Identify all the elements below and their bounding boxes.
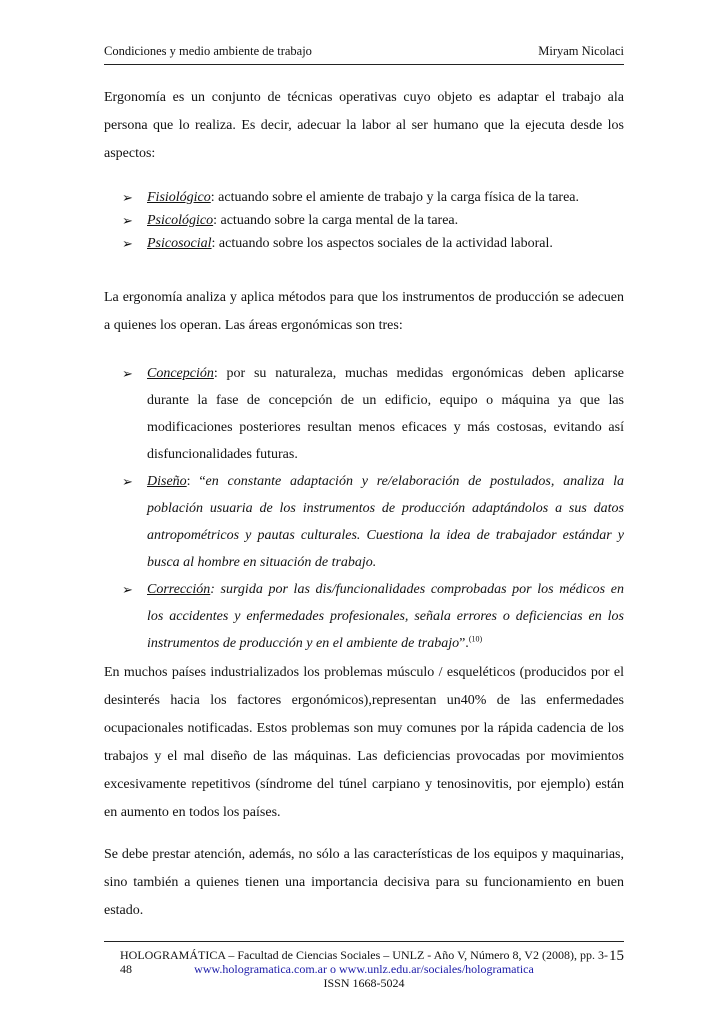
term-diseno: Diseño — [147, 474, 187, 489]
bullet-arrow-icon: ➢ — [122, 474, 133, 489]
bullet-arrow-icon: ➢ — [122, 582, 133, 597]
page-footer — [104, 941, 624, 988]
footer-links — [104, 962, 624, 976]
paragraph-prestar-atencion: Se debe prestar atención, además, no sólo a las características de los equipos y maquinarias, sino también a quienes tienen una importancia decisiva para su funcionamiento en buen estado. — [104, 847, 624, 918]
page-header — [104, 44, 624, 65]
bullet-arrow-icon: ➢ — [122, 213, 133, 228]
bullet-arrow-icon: ➢ — [122, 190, 133, 205]
paragraph-ergonomia-analiza: La ergonomía analiza y aplica métodos para que los instrumentos de producción se adecuen a quienes los operan. Las áreas ergonómicas son tres: — [104, 290, 624, 333]
footnote-reference: (10) — [468, 634, 483, 644]
aspect-text: : actuando sobre la carga mental de la tarea. — [213, 213, 459, 228]
area-text: : por su naturaleza, muchas medidas ergonómicas deben aplicarse durante la fase de concepción de un edificio, equipo o máquina ya que las modificaciones posteriores resultan menos eficaces y más costosas, evitando así disfuncionalidades futuras. — [147, 366, 624, 462]
header-title: Condiciones y medio ambiente de trabajo — [104, 44, 312, 58]
area-quote: en constante adaptación y re/elaboración de postulados, analiza la población usuaria de los instrumentos de producción adaptándolos a sus datos antropométricos y pautas culturales. Cuestiona la idea de trabajador estándar y busca al hombre en situación de trabajo. — [147, 474, 624, 570]
bullet-arrow-icon: ➢ — [122, 366, 133, 381]
link-unlz[interactable]: www.unlz.edu.ar/sociales/hologramatica — [339, 962, 534, 976]
header-author: Miryam Nicolaci — [538, 44, 624, 58]
paragraph-problemas-musculo: En muchos países industrializados los problemas músculo / esqueléticos (producidos por el desinterés hacia los factores ergonómicos),representan un40% de las enfermedades ocupacionales notificadas. Estos problemas son muy comunes por la rápida cadencia de los trabajos y el mal diseño de las máquinas. Las deficiencias provocadas por movimientos excesivamente repetitivos (síndrome del túnel carpiano y tenosinovitis, por ejemplo) están en aumento en todos los países. — [104, 665, 624, 820]
list-item-concepcion — [122, 360, 624, 468]
list-item-diseno — [122, 468, 624, 576]
list-item-fisiologico — [122, 186, 624, 209]
bullet-arrow-icon: ➢ — [122, 236, 133, 251]
footer-issn: ISSN 1668-5024 — [323, 976, 405, 990]
page-number: 15 — [609, 948, 624, 964]
footer-publication: HOLOGRAMÁTICA – Facultad de Ciencias Sociales – UNLZ - Año V, Número 8, V2 (2008), pp. 3- 48 — [120, 948, 608, 976]
term-concepcion: Concepción — [147, 366, 214, 381]
areas-list — [122, 360, 624, 657]
list-item-psicologico — [122, 209, 624, 232]
area-separator: : “ — [186, 474, 206, 489]
quote-close: ”. — [459, 636, 469, 651]
term-psicologico: Psicológico — [147, 213, 214, 228]
paragraph-ergonomia-definition: Ergonomía es un conjunto de técnicas operativas cuyo objeto es adaptar el trabajo ala persona que lo realiza. Es decir, adecuar la labor al ser humano que la ejecuta desde los aspectos: — [104, 90, 624, 161]
link-connector: o — [327, 962, 339, 976]
aspect-text: : actuando sobre los aspectos sociales de la actividad laboral. — [211, 236, 553, 251]
area-quote: : surgida por las dis/funcionalidades comprobadas por los médicos en los accidentes y enfermedades profesionales, señala errores o deficiencias en los instrumentos de producción y en el ambiente de trabajo — [147, 582, 624, 651]
term-psicosocial: Psicosocial — [147, 236, 212, 251]
aspects-list — [122, 186, 624, 255]
term-correccion: Corrección — [147, 582, 211, 597]
list-item-psicosocial — [122, 232, 624, 255]
list-item-correccion — [122, 576, 624, 657]
link-hologramatica[interactable]: www.hologramatica.com.ar — [194, 962, 327, 976]
term-fisiologico: Fisiológico — [147, 190, 211, 205]
aspect-text: : actuando sobre el amiente de trabajo y la carga física de la tarea. — [210, 190, 580, 205]
